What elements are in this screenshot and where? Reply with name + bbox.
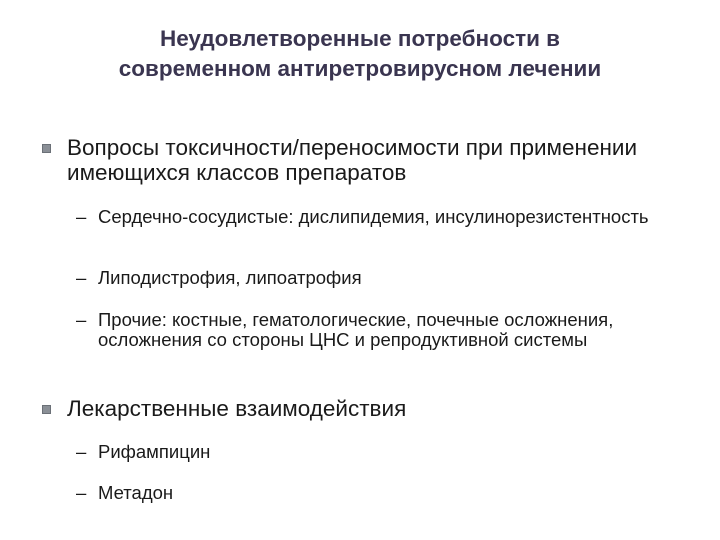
title-line-2: современном антиретровирусном лечении (118, 56, 602, 81)
slide-title (40, 24, 680, 84)
sub-bullet-text: Метадон (98, 482, 174, 503)
title-line-1: Неудовлетворенные потребности в (159, 26, 561, 51)
sub-bullet-cardiovascular (76, 207, 676, 227)
bullet-toxicity (42, 135, 682, 185)
sub-bullet-text: Рифампицин (98, 441, 211, 462)
bullet-text: Лекарственные взаимодействия (67, 396, 407, 421)
sub-bullet-other (76, 310, 676, 350)
dash-bullet-icon: – (76, 309, 87, 330)
sub-bullet-rifampicin (76, 442, 676, 462)
sub-bullet-text: Прочие: костные, гематологические, почечные осложнения, осложнения со стороны ЦНС и репродуктивной системы (98, 309, 614, 350)
sub-bullet-text: Липодистрофия, липоатрофия (98, 267, 362, 288)
dash-bullet-icon: – (76, 482, 87, 503)
sub-bullet-text: Сердечно-сосудистые: дислипидемия, инсулинорезистентность (98, 206, 649, 227)
sub-bullet-methadone (76, 483, 676, 503)
square-bullet-icon (42, 405, 51, 414)
bullet-drug-interactions (42, 396, 682, 421)
dash-bullet-icon: – (76, 441, 87, 462)
dash-bullet-icon: – (76, 267, 87, 288)
dash-bullet-icon: – (76, 206, 87, 227)
bullet-text: Вопросы токсичности/переносимости при применении имеющихся классов препаратов (67, 135, 638, 185)
sub-bullet-lipodystrophy (76, 268, 676, 288)
square-bullet-icon (42, 144, 51, 153)
